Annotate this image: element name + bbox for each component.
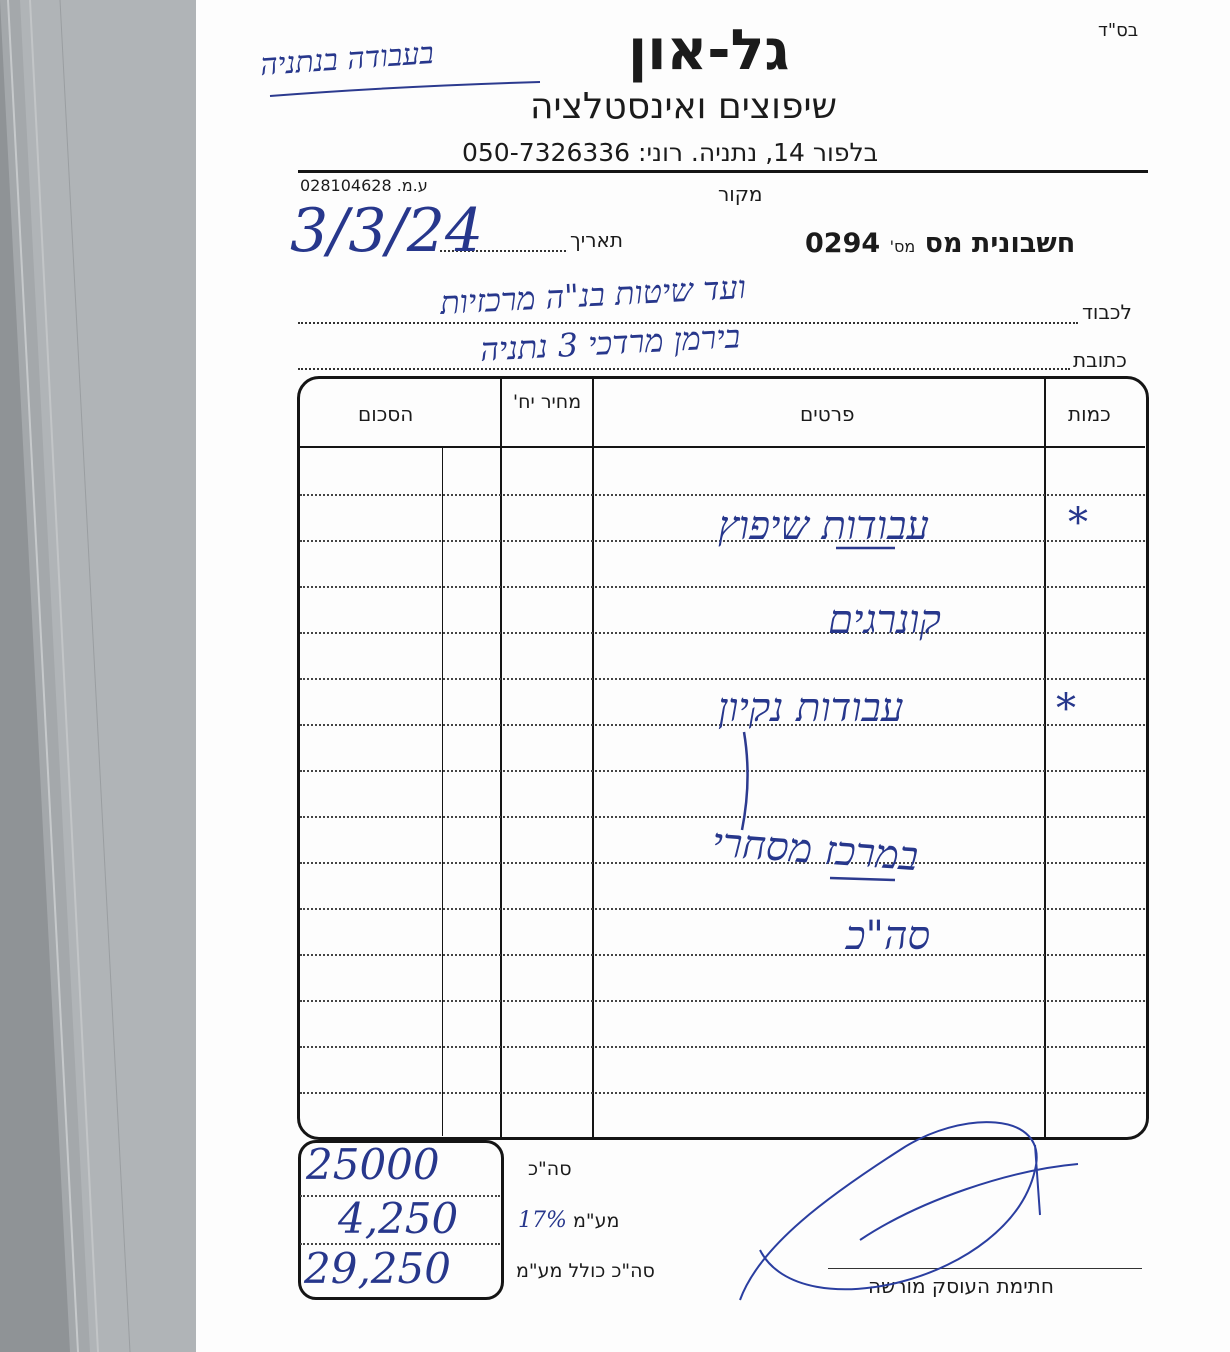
business-name: גל-און [628,18,790,83]
business-id-value: 028104628 [300,176,392,195]
subtotal-value: 25000 [306,1140,440,1189]
header-unit-price: מחיר יח' [512,391,582,413]
line-detail: במרכז מסחרי [710,819,920,881]
header-quantity: כמות [1068,402,1111,426]
line-detail: קונרגים [828,597,941,643]
line-detail: סה"כ [846,913,931,959]
doc-number: 0294 [805,228,881,259]
line-detail: עבודות שיפוץ [718,503,929,549]
doc-title: חשבונית מס [924,228,1076,259]
line-qty: * [1068,500,1088,546]
signature-label: חתימת העוסק מורשה [868,1274,1054,1298]
detail-underline [742,732,748,830]
vat-rate: 17% [518,1208,567,1233]
line-detail: עבודות נקיון [718,685,904,731]
doc-number-label: מס' [889,237,916,256]
grand-total-label: סה"כ כולל מע"מ [516,1260,655,1282]
header-total: הסכום [358,402,414,426]
signature-scribble-icon [740,1122,1078,1300]
blessing: בס"ד [1098,20,1139,41]
handwritten-note: בעבודה בנתניה [258,35,435,84]
header-details: פרטים [800,402,855,426]
copy-label: מקור [718,182,763,206]
business-type: שיפוצים ואינסטלציה [530,86,838,127]
business-id-label: ע.מ. [396,176,428,195]
vat-value: 4,250 [338,1194,459,1243]
to-value: ועד שיטות בנ"ה מרכזיות [439,268,747,322]
date-label: תאריך [570,228,624,252]
business-address: בלפור 14, נתניה. רוני: 050-7326336 [462,138,879,167]
handwritten-note-underline [270,82,540,96]
line-qty: * [1056,686,1076,732]
vat-label: מע"מ [572,1210,620,1232]
grand-total-value: 29,250 [304,1244,451,1293]
to-label: לכבוד [1082,300,1132,324]
address-label: כתובת [1073,348,1127,372]
address-value: בירמן מרדכי 3 נתניה [479,317,742,369]
date-value: 3/3/24 [290,196,484,266]
detail-underline [830,878,895,880]
subtotal-label: סה"כ [528,1158,572,1180]
